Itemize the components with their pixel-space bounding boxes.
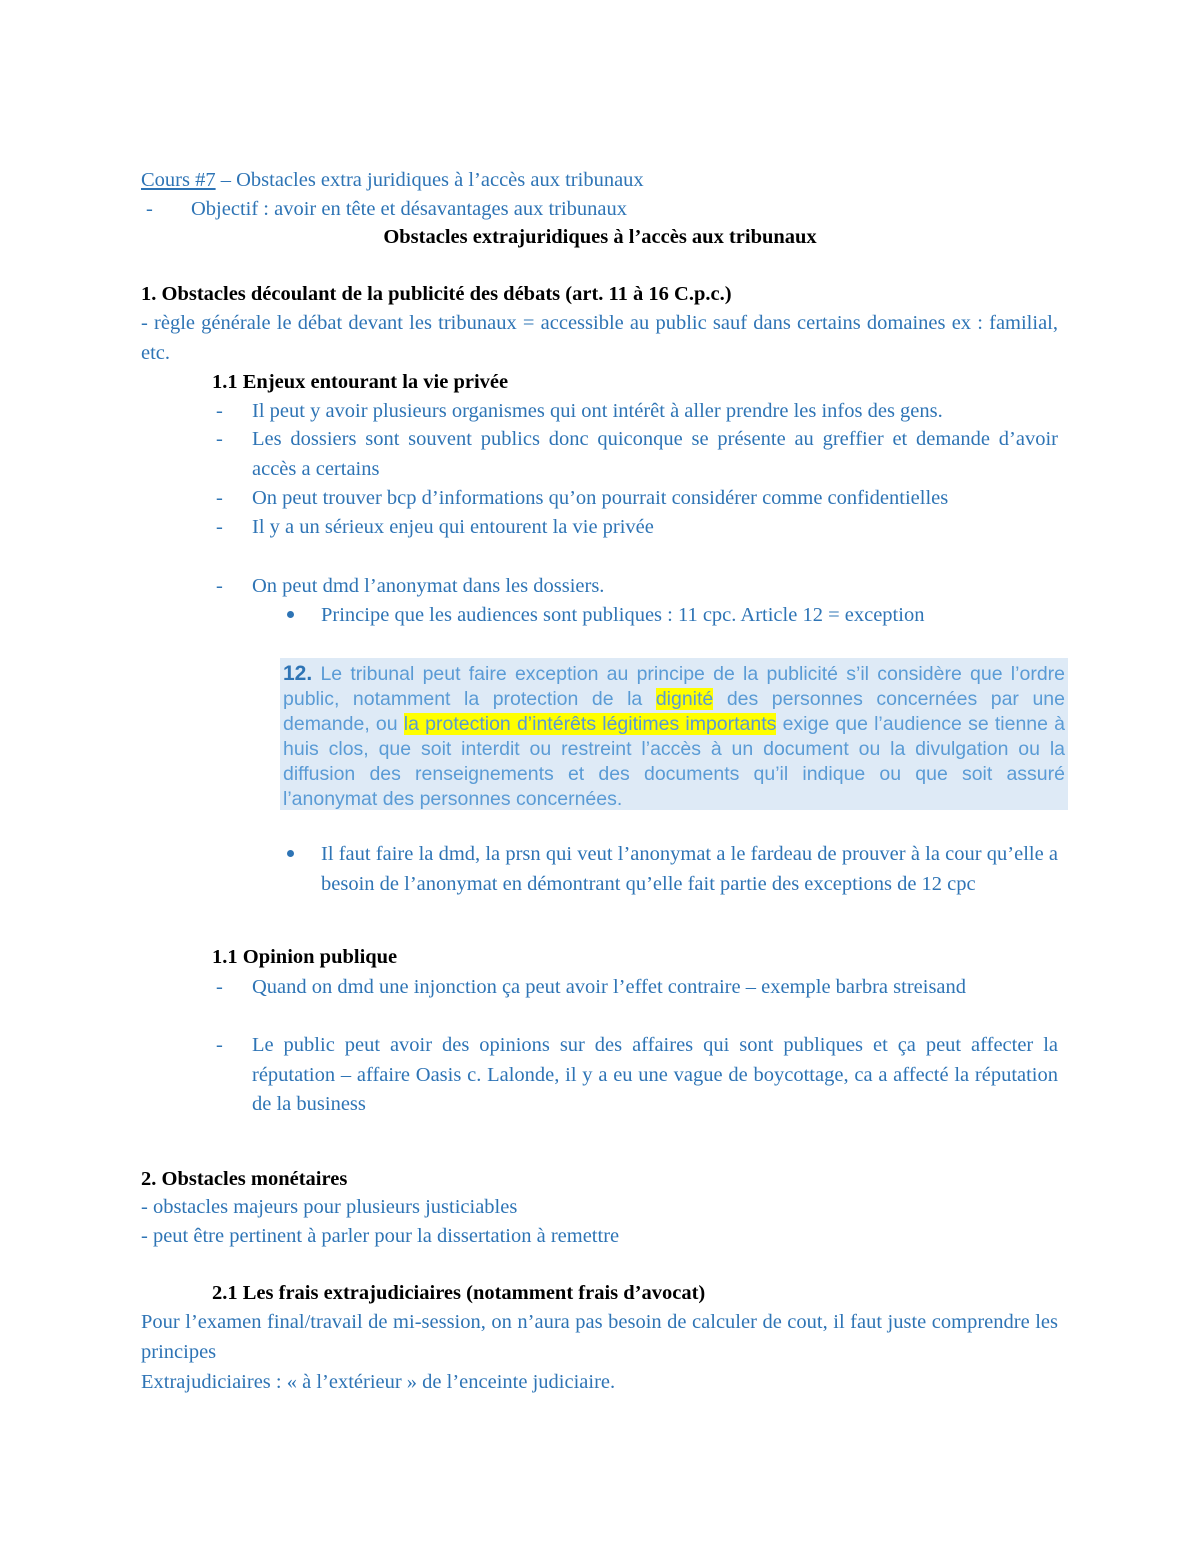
bullet-dot-icon bbox=[287, 611, 294, 618]
objective-dash: - bbox=[146, 198, 153, 220]
course-heading-rest: – Obstacles extra juridiques à l’accès aux tribunaux bbox=[215, 169, 644, 191]
privacy-item-1: Il peut y avoir plusieurs organismes qui ont intérêt à aller prendre les infos des gens. bbox=[252, 400, 943, 422]
privacy-item-5: On peut dmd l’anonymat dans les dossiers. bbox=[252, 575, 605, 597]
sub1-title: 1.1 Enjeux entourant la vie privée bbox=[212, 371, 509, 393]
dash-marker: - bbox=[216, 976, 223, 998]
article-number: 12. bbox=[283, 662, 313, 685]
section1-intro: - règle générale le débat devant les tribunaux = accessible au public sauf dans certains domaines ex : familial, etc. bbox=[141, 312, 1058, 364]
article-part2: des personnes concernées par une demande, ou bbox=[283, 688, 1065, 735]
extrajudicial-definition: Extrajudiciaires : « à l’extérieur » de l’enceinte judiciaire. bbox=[141, 1371, 616, 1393]
sub2-title: 1.1 Opinion publique bbox=[212, 946, 398, 968]
course-heading bbox=[141, 170, 644, 191]
highlight-dignite: dignité bbox=[655, 688, 714, 710]
article-part1: Le tribunal peut faire exception au principe de la publicité s’il considère que l’ordre public, notamment la protection de la bbox=[283, 663, 1065, 710]
dash-marker: - bbox=[216, 1034, 223, 1056]
dash-marker: - bbox=[216, 487, 223, 509]
privacy-item-4: Il y a un sérieux enjeu qui entourent la vie privée bbox=[252, 516, 654, 538]
fees-paragraph: Pour l’examen final/travail de mi-session, on n’aura pas besoin de calculer de cout, il faut juste comprendre les principes bbox=[141, 1311, 1058, 1363]
section2-sub1-title: 2.1 Les frais extrajudiciaires (notamment frais d’avocat) bbox=[212, 1282, 706, 1304]
dash-marker: - bbox=[216, 428, 223, 450]
dash-marker: - bbox=[216, 516, 223, 538]
main-title: Obstacles extrajuridiques à l’accès aux tribunaux bbox=[383, 226, 817, 248]
article-part3: exige que l’audience se tienne à huis clos, que soit interdit ou restreint l’accès à un document ou la divulgation ou la diffusion des renseignements et des documents qu’il indique ou que soit assuré l’anonymat des personnes concernées. bbox=[283, 713, 1065, 810]
article-12-text bbox=[283, 661, 1065, 812]
dash-marker: - bbox=[216, 400, 223, 422]
section2-title: 2. Obstacles monétaires bbox=[141, 1168, 348, 1190]
bullet-dot-icon bbox=[287, 850, 294, 857]
opinion-item-1: Quand on dmd une injonction ça peut avoir l’effet contraire – exemple barbra streisand bbox=[252, 976, 967, 998]
principle-bullet: Principe que les audiences sont publiques : 11 cpc. Article 12 = exception bbox=[321, 604, 925, 626]
opinion-item-2: Le public peut avoir des opinions sur des affaires qui sont publiques et ça peut affecter la réputation – affaire Oasis c. Lalonde, il y a eu une vague de boycottage, ca a affecté la réputation de la business bbox=[252, 1034, 1058, 1115]
anonymity-bullet: Il faut faire la dmd, la prsn qui veut l’anonymat a le fardeau de prouver à la cour qu’elle a besoin de l’anonymat en démontrant qu’elle fait partie des exceptions de 12 cpc bbox=[321, 843, 1058, 895]
highlight-interets: la protection d’intérêts légitimes importants bbox=[403, 713, 777, 735]
objective-line: Objectif : avoir en tête et désavantages aux tribunaux bbox=[191, 198, 628, 220]
privacy-item-2: Les dossiers sont souvent publics donc quiconque se présente au greffier et demande d’avoir accès a certains bbox=[252, 428, 1058, 480]
monetary-line-2: - peut être pertinent à parler pour la dissertation à remettre bbox=[141, 1225, 620, 1247]
privacy-item-3: On peut trouver bcp d’informations qu’on pourrait considérer comme confidentielles bbox=[252, 487, 949, 509]
dash-marker: - bbox=[216, 575, 223, 597]
section1-title: 1. Obstacles découlant de la publicité des débats (art. 11 à 16 C.p.c.) bbox=[141, 283, 732, 305]
monetary-line-1: - obstacles majeurs pour plusieurs justiciables bbox=[141, 1196, 518, 1218]
course-link[interactable]: Cours #7 bbox=[141, 169, 216, 191]
